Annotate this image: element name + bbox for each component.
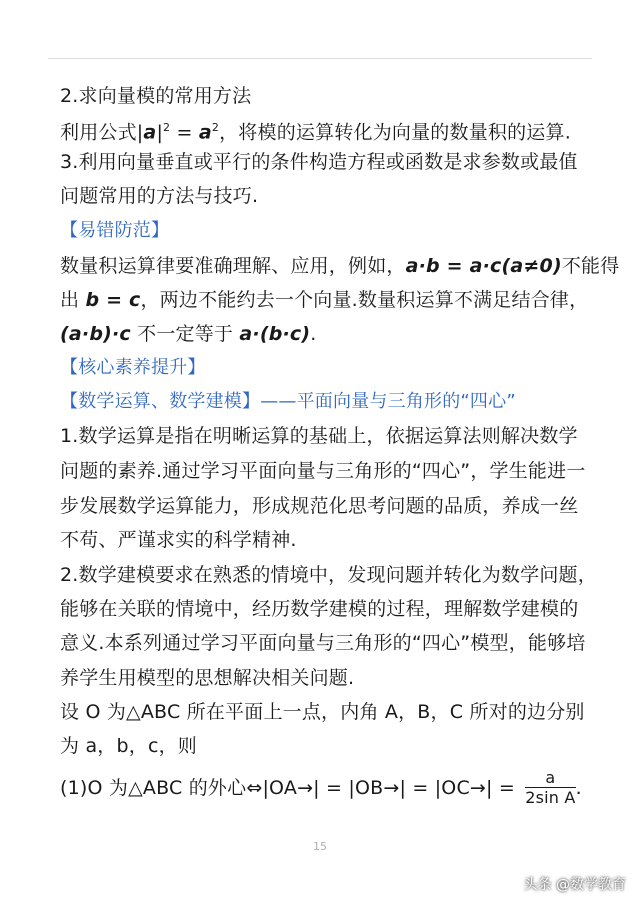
text-line: 2.数学建模要求在熟悉的情境中，发现问题并转化为数学问题， (60, 564, 597, 586)
numerator: a (525, 769, 575, 788)
text: ，将模的运算转化为向量的数量积的运算. (219, 121, 571, 144)
text-line (60, 254, 619, 278)
text: 不能得 (561, 255, 620, 277)
text-line (60, 322, 317, 346)
exponent: 2 (211, 121, 220, 134)
denominator: 2sin A (525, 788, 576, 807)
formula: (a·b)·c (60, 323, 131, 345)
text: . (310, 323, 317, 345)
text-line: 能够在关联的情境中，经历数学建模的过程，理解数学建模的 (60, 598, 579, 620)
vector-a: a (198, 121, 212, 144)
text-line: 为 a，b，c，则 (60, 735, 197, 757)
section-heading: 【数学运算、数学建模】——平面向量与三角形的“四心” (60, 391, 516, 412)
text: 出 (60, 289, 86, 311)
text: = (170, 121, 199, 144)
text-line (60, 116, 571, 144)
text-line: 不苟、严谨求实的科学精神. (60, 529, 297, 551)
text-line: 养学生用模型的思想解决相关问题. (60, 667, 355, 689)
section-heading: 【核心素养提升】 (60, 357, 206, 378)
section-heading: 【易错防范】 (60, 220, 170, 241)
formula: a·b = a·c(a≠0) (405, 255, 562, 277)
formula-line (60, 768, 582, 808)
text-line: 步发展数学运算能力，形成规范化思考问题的品质，养成一丝 (60, 495, 579, 517)
text-line: 意义.本系列通过学习平面向量与三角形的“四心”模型，能够培 (60, 632, 586, 654)
formula: a·(b·c) (239, 323, 311, 345)
exponent: 2 (163, 121, 171, 134)
top-divider (48, 58, 592, 59)
text: 利用公式| (60, 121, 144, 144)
text: . (575, 777, 582, 799)
page-number: 15 (313, 840, 327, 853)
watermark: 头条 @数学教育 (523, 877, 626, 893)
text-line: 问题常用的方法与技巧. (60, 185, 259, 207)
text: 数量积运算律要准确理解、应用，例如， (60, 255, 406, 277)
text-line: 问题的素养.通过学习平面向量与三角形的“四心”，学生能进一 (60, 460, 586, 482)
formula: b = c (85, 289, 141, 311)
vector-a: a (143, 121, 157, 144)
text: 不一定等于 (130, 323, 240, 345)
text: | (156, 121, 164, 144)
text-line: 3.利用向量垂直或平行的条件构造方程或函数是求参数或最值 (60, 151, 578, 173)
fraction (525, 769, 575, 808)
text-line: 2.求向量模的常用方法 (60, 85, 252, 107)
text-line (60, 288, 588, 312)
text-line: 1.数学运算是指在明晰运算的基础上，依据运算法则解决数学 (60, 425, 578, 447)
text-line: 设 O 为△ABC 所在平面上一点，内角 A，B，C 所对的边分别 (60, 701, 585, 723)
text: ，两边不能约去一个向量.数量积运算不满足结合律， (140, 289, 589, 311)
text: (1)O 为△ABC 的外心⇔|OA→| = |OB→| = |OC→| = (60, 777, 522, 799)
